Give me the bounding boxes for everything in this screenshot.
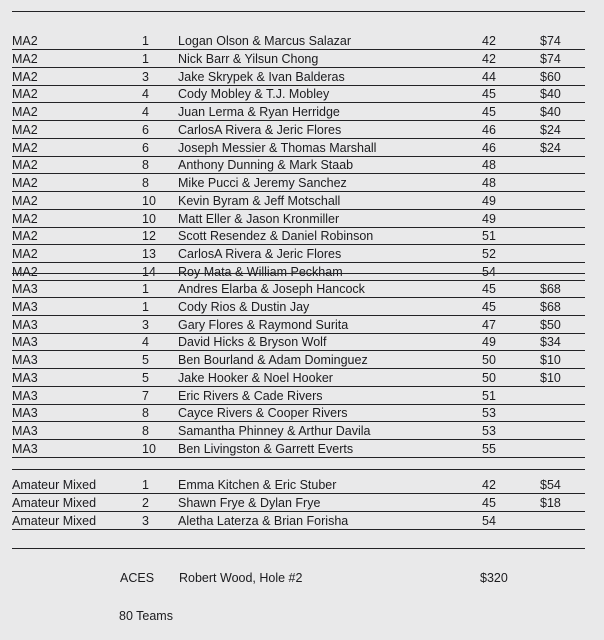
division-cell: MA3 [12,424,38,438]
place-cell: 5 [142,353,149,367]
score-cell: 49 [482,211,496,226]
division-cell: MA2 [12,176,38,190]
place-cell: 4 [142,105,149,119]
score-cell: 45 [482,105,496,119]
place-cell: 14 [142,264,156,279]
score-cell: 49 [482,193,496,208]
division-cell: MA2 [12,87,38,102]
score-cell: 55 [482,441,496,456]
division-cell: MA2 [12,158,38,173]
place-cell: 6 [142,122,149,137]
result-row [12,476,585,494]
team-cell: CarlosA Rivera & Jeric Flores [178,247,342,261]
team-cell: Cayce Rivers & Cooper Rivers [178,406,348,421]
place-cell: 2 [142,495,149,510]
row-divider [12,548,585,549]
division-cell: MA2 [12,247,38,261]
place-cell: 13 [142,247,156,261]
aces-detail: Robert Wood, Hole #2 [179,571,303,585]
team-cell: CarlosA Rivera & Jeric Flores [178,122,342,137]
score-cell: 46 [482,122,496,137]
result-row [12,316,585,334]
result-row [12,174,585,192]
result-row [12,210,585,228]
prize-cell: $54 [540,478,561,492]
score-cell: 44 [482,69,496,84]
division-cell: MA3 [12,370,38,385]
team-cell: Shawn Frye & Dylan Frye [178,495,321,510]
result-row [12,404,585,422]
team-cell: Jake Hooker & Noel Hooker [178,370,333,385]
team-cell: Mike Pucci & Jeremy Sanchez [178,176,347,190]
division-cell: MA3 [12,282,38,296]
team-cell: Jake Skrypek & Ivan Balderas [178,69,345,84]
score-cell: 53 [482,406,496,421]
place-cell: 10 [142,211,156,226]
place-cell: 4 [142,87,149,102]
place-cell: 5 [142,370,149,385]
result-row [12,121,585,139]
aces-label: ACES [120,571,155,585]
row-divider [12,529,585,530]
prize-cell: $18 [540,495,561,510]
place-cell: 10 [142,193,156,208]
result-row [12,85,585,103]
result-row [12,422,585,440]
division-cell: MA2 [12,264,38,279]
team-cell: Roy Mata & William Peckham [178,264,343,279]
prize-cell: $40 [540,87,561,102]
row-divider [12,11,585,12]
result-row [12,32,585,50]
score-cell: 49 [482,335,496,350]
division-cell: MA3 [12,353,38,367]
result-row [12,139,585,157]
place-cell: 1 [142,478,149,492]
place-cell: 3 [142,69,149,84]
place-cell: 1 [142,282,149,296]
result-row [12,440,585,458]
result-row [12,68,585,86]
division-cell: MA3 [12,406,38,421]
place-cell: 1 [142,34,149,48]
division-cell: MA3 [12,441,38,456]
prize-cell: $24 [540,122,561,137]
score-cell: 52 [482,247,496,261]
result-row [12,512,585,530]
team-cell: Samantha Phinney & Arthur Davila [178,424,371,438]
score-cell: 42 [482,34,496,48]
place-cell: 6 [142,140,149,155]
row-divider [12,273,585,274]
score-cell: 42 [482,51,496,66]
prize-cell: $50 [540,317,561,332]
score-cell: 54 [482,513,496,528]
division-cell: MA2 [12,105,38,119]
team-cell: Cody Rios & Dustin Jay [178,299,310,314]
team-cell: Aletha Laterza & Brian Forisha [178,513,349,528]
place-cell: 8 [142,406,149,421]
place-cell: 12 [142,229,156,244]
division-cell: MA2 [12,34,38,48]
result-row [12,351,585,369]
score-cell: 46 [482,140,496,155]
score-cell: 45 [482,299,496,314]
result-row [12,280,585,298]
team-cell: Emma Kitchen & Eric Stuber [178,478,337,492]
place-cell: 7 [142,388,149,403]
team-cell: Anthony Dunning & Mark Staab [178,158,354,173]
aces-amount: $320 [480,571,508,585]
score-cell: 51 [482,229,496,244]
team-cell: Eric Rivers & Cade Rivers [178,388,323,403]
place-cell: 1 [142,299,149,314]
division-cell: MA2 [12,69,38,84]
division-cell: Amateur Mixed [12,495,97,510]
place-cell: 10 [142,441,156,456]
score-cell: 54 [482,264,496,279]
row-divider [12,457,585,458]
score-cell: 50 [482,370,496,385]
result-row [12,263,585,281]
score-cell: 42 [482,478,496,492]
team-cell: Nick Barr & Yilsun Chong [178,51,319,66]
prize-cell: $10 [540,370,561,385]
division-cell: MA2 [12,211,38,226]
team-cell: Scott Resendez & Daniel Robinson [178,229,374,244]
team-cell: Gary Flores & Raymond Surita [178,317,349,332]
score-cell: 45 [482,282,496,296]
prize-cell: $68 [540,299,561,314]
result-row [12,156,585,174]
result-row [12,227,585,245]
score-cell: 51 [482,388,496,403]
result-row [12,333,585,351]
team-cell: Kevin Byram & Jeff Motschall [178,193,341,208]
prize-cell: $34 [540,335,561,350]
score-cell: 53 [482,424,496,438]
result-row [12,103,585,121]
team-cell: Joseph Messier & Thomas Marshall [178,140,377,155]
prize-cell: $74 [540,34,561,48]
place-cell: 1 [142,51,149,66]
prize-cell: $74 [540,51,561,66]
place-cell: 8 [142,176,149,190]
score-cell: 45 [482,87,496,102]
prize-cell: $24 [540,140,561,155]
result-row [12,494,585,512]
division-cell: MA3 [12,335,38,350]
division-cell: MA2 [12,229,38,244]
prize-cell: $68 [540,282,561,296]
result-row [12,387,585,405]
score-cell: 48 [482,158,496,173]
result-row [12,369,585,387]
result-row [12,50,585,68]
division-cell: MA2 [12,51,38,66]
score-cell: 45 [482,495,496,510]
team-cell: David Hicks & Bryson Wolf [178,335,327,350]
place-cell: 3 [142,513,149,528]
division-cell: MA3 [12,388,38,403]
result-row [12,245,585,263]
place-cell: 8 [142,158,149,173]
team-cell: Cody Mobley & T.J. Mobley [178,87,330,102]
prize-cell: $40 [540,105,561,119]
result-row [12,298,585,316]
result-row [12,192,585,210]
prize-cell: $10 [540,353,561,367]
team-cell: Ben Livingston & Garrett Everts [178,441,354,456]
division-cell: MA3 [12,317,38,332]
team-cell: Juan Lerma & Ryan Herridge [178,105,340,119]
division-cell: MA2 [12,140,38,155]
team-cell: Matt Eller & Jason Kronmiller [178,211,340,226]
division-cell: MA2 [12,193,38,208]
division-cell: Amateur Mixed [12,513,97,528]
score-cell: 50 [482,353,496,367]
division-cell: Amateur Mixed [12,478,97,492]
place-cell: 4 [142,335,149,350]
team-count: 80 Teams [119,609,173,623]
team-cell: Logan Olson & Marcus Salazar [178,34,352,48]
prize-cell: $60 [540,69,561,84]
score-cell: 48 [482,176,496,190]
place-cell: 3 [142,317,149,332]
score-cell: 47 [482,317,496,332]
team-cell: Ben Bourland & Adam Dominguez [178,353,368,367]
division-cell: MA2 [12,122,38,137]
team-cell: Andres Elarba & Joseph Hancock [178,282,365,296]
place-cell: 8 [142,424,149,438]
row-divider [12,469,585,470]
division-cell: MA3 [12,299,38,314]
